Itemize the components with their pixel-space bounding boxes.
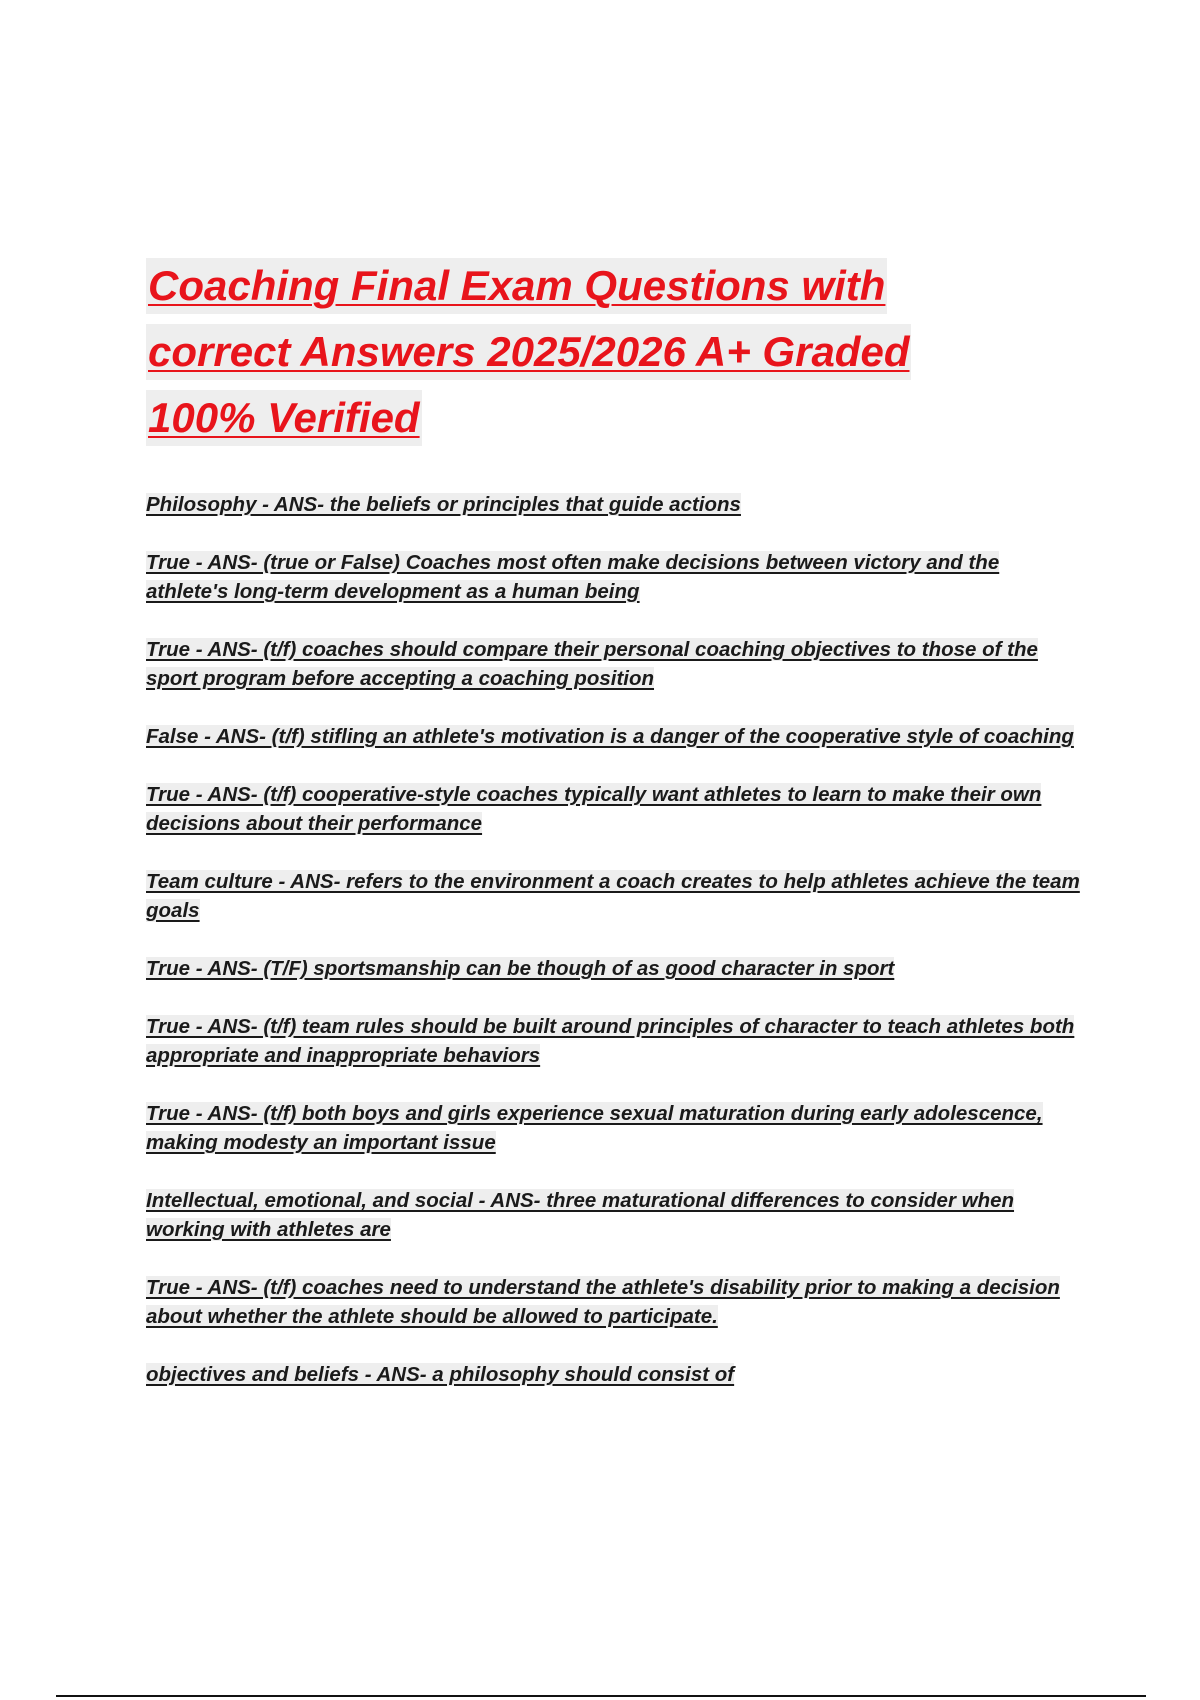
qa-item xyxy=(146,635,1086,693)
qa-item xyxy=(146,1012,1086,1070)
document-title xyxy=(146,258,1046,456)
qa-item xyxy=(146,1360,1086,1389)
qa-item xyxy=(146,1099,1086,1157)
title-line: Coaching Final Exam Questions with xyxy=(146,258,887,314)
qa-text: True - ANS- (T/F) sportsmanship can be though of as good character in sport xyxy=(146,957,895,980)
qa-item xyxy=(146,722,1086,751)
qa-text: True - ANS- (t/f) team rules should be built around principles of character to teach athletes both appropriate and inappropriate behaviors xyxy=(146,1015,1075,1067)
qa-text: Intellectual, emotional, and social - ANS- three maturational differences to consider when working with athletes are xyxy=(146,1189,1015,1241)
qa-text: True - ANS- (true or False) Coaches most often make decisions between victory and the athlete's long-term development as a human being xyxy=(146,551,1000,603)
qa-item xyxy=(146,490,1086,519)
qa-text: True - ANS- (t/f) both boys and girls experience sexual maturation during early adolescence, making modesty an important issue xyxy=(146,1102,1043,1154)
qa-list xyxy=(146,490,1086,1418)
qa-text: True - ANS- (t/f) coaches need to understand the athlete's disability prior to making a decision about whether the athlete should be allowed to participate. xyxy=(146,1276,1060,1328)
qa-text: True - ANS- (t/f) cooperative-style coaches typically want athletes to learn to make their own decisions about their performance xyxy=(146,783,1042,835)
footer-divider xyxy=(56,1695,1146,1697)
title-line: 100% Verified xyxy=(146,390,422,446)
qa-text: False - ANS- (t/f) stifling an athlete's motivation is a danger of the cooperative style of coaching xyxy=(146,725,1074,748)
qa-item xyxy=(146,954,1086,983)
qa-item xyxy=(146,867,1086,925)
qa-item xyxy=(146,1186,1086,1244)
qa-item xyxy=(146,780,1086,838)
qa-text: True - ANS- (t/f) coaches should compare their personal coaching objectives to those of the sport program before accepting a coaching position xyxy=(146,638,1038,690)
qa-text: Team culture - ANS- refers to the environment a coach creates to help athletes achieve the team goals xyxy=(146,870,1080,922)
qa-item xyxy=(146,548,1086,606)
qa-text: Philosophy - ANS- the beliefs or principles that guide actions xyxy=(146,493,741,516)
title-line: correct Answers 2025/2026 A+ Graded xyxy=(146,324,911,380)
qa-item xyxy=(146,1273,1086,1331)
qa-text: objectives and beliefs - ANS- a philosophy should consist of xyxy=(146,1363,735,1386)
